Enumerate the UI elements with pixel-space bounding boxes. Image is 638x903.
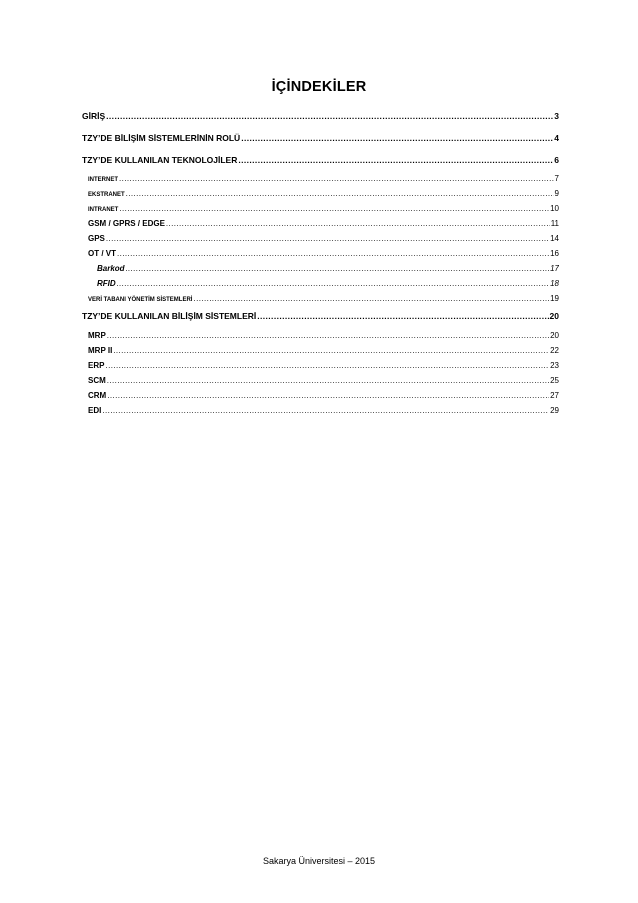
toc-entry-page: 19 xyxy=(550,294,559,303)
toc-entry-label: ERP xyxy=(88,361,105,370)
toc-leader-dots xyxy=(119,173,554,184)
toc-leader-dots xyxy=(241,132,553,145)
toc-entry-label: Barkod xyxy=(97,264,125,273)
toc-entry-page: 17 xyxy=(550,264,559,273)
toc-entry-ot-vt[interactable] xyxy=(82,248,559,259)
toc-entry-barkod[interactable] xyxy=(82,263,559,274)
toc-leader-dots xyxy=(126,188,554,199)
toc-entry-page: 27 xyxy=(550,391,559,400)
toc-leader-dots xyxy=(106,233,549,244)
toc-leader-dots xyxy=(105,360,549,371)
toc-leader-dots xyxy=(102,405,549,416)
toc-entry-mrp[interactable] xyxy=(82,330,559,341)
toc-entry-rfid[interactable] xyxy=(82,278,559,289)
toc-entry-label: GPS xyxy=(88,234,105,243)
toc-entry-label: MRP xyxy=(88,331,106,340)
toc-entry-label: OT / VT xyxy=(88,249,116,258)
toc-title: İÇİNDEKİLER xyxy=(271,79,367,95)
toc-leader-dots xyxy=(257,310,548,323)
toc-entry-page: 9 xyxy=(554,189,559,198)
table-of-contents xyxy=(82,110,559,416)
toc-leader-dots xyxy=(107,375,549,386)
toc-entry-page: 23 xyxy=(550,361,559,370)
toc-entry-page: 29 xyxy=(550,406,559,415)
toc-leader-dots xyxy=(117,248,549,259)
toc-entry-label: MRP II xyxy=(88,346,113,355)
toc-entry-gps[interactable] xyxy=(82,233,559,244)
toc-entry-giris[interactable] xyxy=(82,110,559,123)
toc-entry-page: 7 xyxy=(554,174,559,183)
toc-entry-page: 10 xyxy=(550,204,559,213)
toc-entry-label: GSM / GPRS / EDGE xyxy=(88,219,165,228)
toc-leader-dots xyxy=(166,218,550,229)
toc-entry-label: INTRANET xyxy=(88,207,119,213)
toc-entry-scm[interactable] xyxy=(82,375,559,386)
toc-entry-bilisim-rolu[interactable] xyxy=(82,132,559,145)
toc-entry-bilisim-sistemleri[interactable] xyxy=(82,310,559,323)
toc-entry-label: EKSTRANET xyxy=(88,192,125,198)
toc-entry-teknolojiler[interactable] xyxy=(82,154,559,167)
toc-entry-crm[interactable] xyxy=(82,390,559,401)
toc-entry-gsm[interactable] xyxy=(82,218,559,229)
toc-entry-label: EDI xyxy=(88,406,102,415)
toc-entry-label: TZY’DE KULLANILAN BİLİŞİM SİSTEMLERİ xyxy=(82,311,257,321)
toc-leader-dots xyxy=(106,110,553,123)
toc-entry-erp[interactable] xyxy=(82,360,559,371)
toc-entry-page: 14 xyxy=(550,234,559,243)
toc-entry-page: 4 xyxy=(554,133,559,143)
toc-leader-dots xyxy=(126,263,550,274)
toc-entry-page: 20 xyxy=(549,311,559,321)
toc-entry-page: 20 xyxy=(550,331,559,340)
toc-leader-dots xyxy=(117,278,549,289)
toc-leader-dots xyxy=(113,345,549,356)
toc-entry-page: 16 xyxy=(550,249,559,258)
toc-entry-page: 11 xyxy=(550,219,559,228)
toc-entry-label: CRM xyxy=(88,391,107,400)
toc-entry-mrp-ii[interactable] xyxy=(82,345,559,356)
toc-entry-intranet[interactable] xyxy=(82,203,559,214)
toc-entry-ekstranet[interactable] xyxy=(82,188,559,199)
toc-entry-edi[interactable] xyxy=(82,405,559,416)
toc-entry-page: 18 xyxy=(550,279,559,288)
toc-entry-page: 6 xyxy=(554,155,559,165)
toc-entry-label: GİRİŞ xyxy=(82,111,106,121)
toc-leader-dots xyxy=(119,203,549,214)
toc-leader-dots xyxy=(238,154,553,167)
toc-entry-label: INTERNET xyxy=(88,177,118,183)
toc-entry-label: RFID xyxy=(97,279,116,288)
toc-leader-dots xyxy=(107,390,549,401)
toc-entry-page: 25 xyxy=(550,376,559,385)
toc-entry-label: TZY’DE BİLİŞİM SİSTEMLERİNİN ROLÜ xyxy=(82,133,241,143)
toc-entry-page: 3 xyxy=(554,111,559,121)
toc-entry-label: VERİ TABANI YÖNETİM SİSTEMLERİ xyxy=(88,297,193,303)
toc-leader-dots xyxy=(107,330,549,341)
toc-entry-label: SCM xyxy=(88,376,106,385)
toc-entry-vtys[interactable] xyxy=(82,293,559,304)
page-footer: Sakarya Üniversitesi – 2015 xyxy=(262,856,376,866)
toc-entry-page: 22 xyxy=(550,346,559,355)
toc-leader-dots xyxy=(193,293,549,304)
toc-entry-label: TZY’DE KULLANILAN TEKNOLOJİLER xyxy=(82,155,238,165)
toc-entry-internet[interactable] xyxy=(82,173,559,184)
